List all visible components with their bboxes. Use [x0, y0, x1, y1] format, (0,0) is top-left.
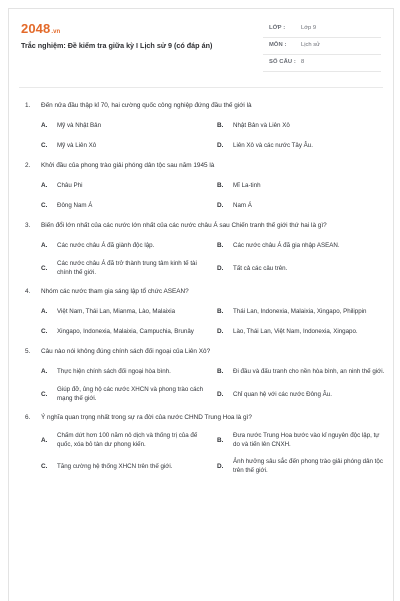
answer-option-d[interactable]	[217, 139, 385, 151]
answer-letter: C.	[41, 141, 48, 149]
answer-option-c[interactable]	[41, 199, 209, 211]
brand-main: 2048	[21, 21, 51, 36]
answer-letter: C.	[41, 462, 48, 470]
question-text: Đến nửa đầu thập kỉ 70, hai cường quốc công nghiệp đứng đầu thế giới là	[41, 102, 252, 109]
answer-letter: D.	[217, 264, 224, 272]
question-number: 6.	[25, 414, 31, 421]
answer-letter: C.	[41, 390, 48, 398]
subject-label: MÔN :	[269, 42, 287, 48]
answer-letter: A.	[41, 181, 48, 189]
answer-text: Xingapo, Indonexia, Malaixia, Campuchia, Brunây	[57, 327, 194, 335]
answer-grid	[25, 365, 385, 403]
answer-grid	[25, 239, 385, 277]
answer-letter: B.	[217, 307, 224, 315]
answer-text: Đi đầu và đấu tranh cho nền hòa bình, an ninh thế giới.	[233, 367, 385, 375]
class-row	[263, 21, 381, 38]
answer-option-a[interactable]	[41, 365, 209, 377]
answer-option-a[interactable]	[41, 179, 209, 191]
question-stem	[25, 287, 385, 297]
answer-text: Lào, Thái Lan, Việt Nam, Indonexia, Xingapo.	[233, 327, 358, 335]
answer-text: Nhật Bản và Liên Xô	[233, 121, 290, 129]
answer-option-d[interactable]	[217, 385, 385, 403]
answer-option-b[interactable]	[217, 305, 385, 317]
brand-sub: .vn	[51, 29, 61, 35]
question-text: Ý nghĩa quan trọng nhất trong sự ra đời của nước CHND Trung Hoa là gì?	[41, 414, 252, 421]
answer-text: Châu Phi	[57, 181, 83, 189]
answer-option-c[interactable]	[41, 139, 209, 151]
answer-option-d[interactable]	[217, 457, 385, 475]
question-1	[25, 101, 385, 151]
answer-letter: C.	[41, 327, 48, 335]
question-number: 2.	[25, 162, 31, 169]
question-number: 3.	[25, 222, 31, 229]
question-3	[25, 221, 385, 277]
answer-text: Đông Nam Á	[57, 201, 93, 209]
question-number: 4.	[25, 288, 31, 295]
question-stem	[25, 413, 385, 423]
answer-option-a[interactable]	[41, 431, 209, 449]
question-text: Nhóm các nước tham gia sáng lập tổ chức ASEAN?	[41, 288, 189, 295]
answer-text: Nam Á	[233, 201, 252, 209]
header-divider	[19, 87, 383, 88]
answer-option-c[interactable]	[41, 259, 209, 277]
answer-letter: D.	[217, 201, 224, 209]
answer-option-c[interactable]	[41, 385, 209, 403]
answer-text: Mỹ và Liên Xô	[57, 141, 97, 149]
question-5	[25, 347, 385, 403]
answer-option-a[interactable]	[41, 239, 209, 251]
answer-letter: B.	[217, 121, 224, 129]
answer-option-d[interactable]	[217, 325, 385, 337]
question-list	[25, 101, 385, 485]
answer-letter: B.	[217, 181, 224, 189]
question-stem	[25, 347, 385, 357]
answer-option-b[interactable]	[217, 239, 385, 251]
question-count-label: SỐ CÂU :	[269, 59, 296, 65]
brand-logo[interactable]	[21, 21, 60, 36]
answer-text: Tất cả các câu trên.	[233, 264, 288, 272]
answer-text: Các nước châu Á đã giành độc lập.	[57, 241, 155, 249]
answer-letter: A.	[41, 367, 48, 375]
quiz-page	[8, 8, 394, 601]
answer-option-b[interactable]	[217, 179, 385, 191]
answer-option-b[interactable]	[217, 119, 385, 131]
question-4	[25, 287, 385, 337]
question-count-row	[263, 55, 381, 72]
answer-letter: A.	[41, 436, 48, 444]
answer-text: Việt Nam, Thái Lan, Mianma, Lào, Malaixia	[57, 307, 176, 315]
answer-text: Mỹ và Nhật Bản	[57, 121, 102, 129]
class-label: LỚP :	[269, 25, 286, 31]
class-value: Lớp 9	[301, 25, 317, 31]
answer-grid	[25, 305, 385, 337]
answer-letter: B.	[217, 241, 224, 249]
answer-option-a[interactable]	[41, 305, 209, 317]
answer-letter: C.	[41, 201, 48, 209]
answer-option-d[interactable]	[217, 199, 385, 211]
question-stem	[25, 161, 385, 171]
answer-text: Mĩ La-tinh	[233, 181, 261, 189]
question-text: Khởi đầu của phong trào giải phóng dân tộc sau năm 1945 là	[41, 162, 215, 169]
subject-value: Lịch sử	[301, 42, 321, 48]
answer-option-c[interactable]	[41, 325, 209, 337]
question-stem	[25, 101, 385, 111]
answer-text: Chấm dứt hơn 100 năm nô dịch và thống trị của đế quốc, xóa bỏ tàn dư phong kiến.	[57, 432, 198, 448]
answer-letter: C.	[41, 264, 48, 272]
answer-letter: A.	[41, 307, 48, 315]
answer-letter: D.	[217, 390, 224, 398]
answer-option-d[interactable]	[217, 259, 385, 277]
answer-letter: B.	[217, 436, 224, 444]
answer-text: Giúp đỡ, ủng hộ các nước XHCN và phong trào cách mạng thế giới.	[57, 386, 204, 402]
question-2	[25, 161, 385, 211]
answer-text: Đưa nước Trung Hoa bước vào kỉ nguyên độc lập, tự do và tiến lên CNXH.	[233, 432, 380, 448]
page-title: Trắc nghiệm: Đề kiểm tra giữa kỳ I Lịch sử 9 (có đáp án)	[21, 41, 213, 50]
answer-letter: B.	[217, 367, 224, 375]
answer-grid	[25, 431, 385, 475]
question-6	[25, 413, 385, 475]
question-number: 1.	[25, 102, 31, 109]
answer-letter: A.	[41, 241, 48, 249]
page-header	[19, 17, 381, 71]
answer-option-b[interactable]	[217, 431, 385, 449]
answer-text: Các nước châu Á đã trở thành trung tâm kinh tế tài chính thế giới.	[57, 260, 197, 276]
subject-row	[263, 38, 381, 55]
answer-letter: A.	[41, 121, 48, 129]
answer-option-a[interactable]	[41, 119, 209, 131]
answer-text: Chỉ quan hệ với các nước Đông Âu.	[233, 390, 332, 398]
answer-text: Tăng cường hệ thống XHCN trên thế giới.	[57, 462, 173, 470]
answer-letter: D.	[217, 327, 224, 335]
answer-text: Thái Lan, Indonexia, Malaixia, Xingapo, Philippin	[233, 307, 367, 315]
question-text: Câu nào nói không đúng chính sách đối ngoại của Liên Xô?	[41, 348, 211, 355]
answer-text: Các nước châu Á đã gia nhập ASEAN.	[233, 241, 340, 249]
answer-letter: D.	[217, 141, 224, 149]
answer-grid	[25, 119, 385, 151]
answer-text: Liên Xô và các nước Tây Âu.	[233, 141, 313, 149]
answer-grid	[25, 179, 385, 211]
answer-letter: D.	[217, 462, 224, 470]
answer-option-b[interactable]	[217, 365, 385, 377]
answer-text: Ảnh hưởng sâu sắc đến phong trào giải phóng dân tộc trên thế giới.	[233, 458, 383, 474]
question-text: Biến đổi lớn nhất của các nước lớn nhất của các nước châu Á sau Chiến tranh thế giới thứ hai là gì?	[41, 222, 327, 229]
answer-option-c[interactable]	[41, 457, 209, 475]
quiz-info-box	[263, 21, 381, 72]
question-stem	[25, 221, 385, 231]
answer-text: Thực hiện chính sách đối ngoại hòa bình.	[57, 367, 171, 375]
question-count-value: 8	[301, 59, 305, 65]
question-number: 5.	[25, 348, 31, 355]
